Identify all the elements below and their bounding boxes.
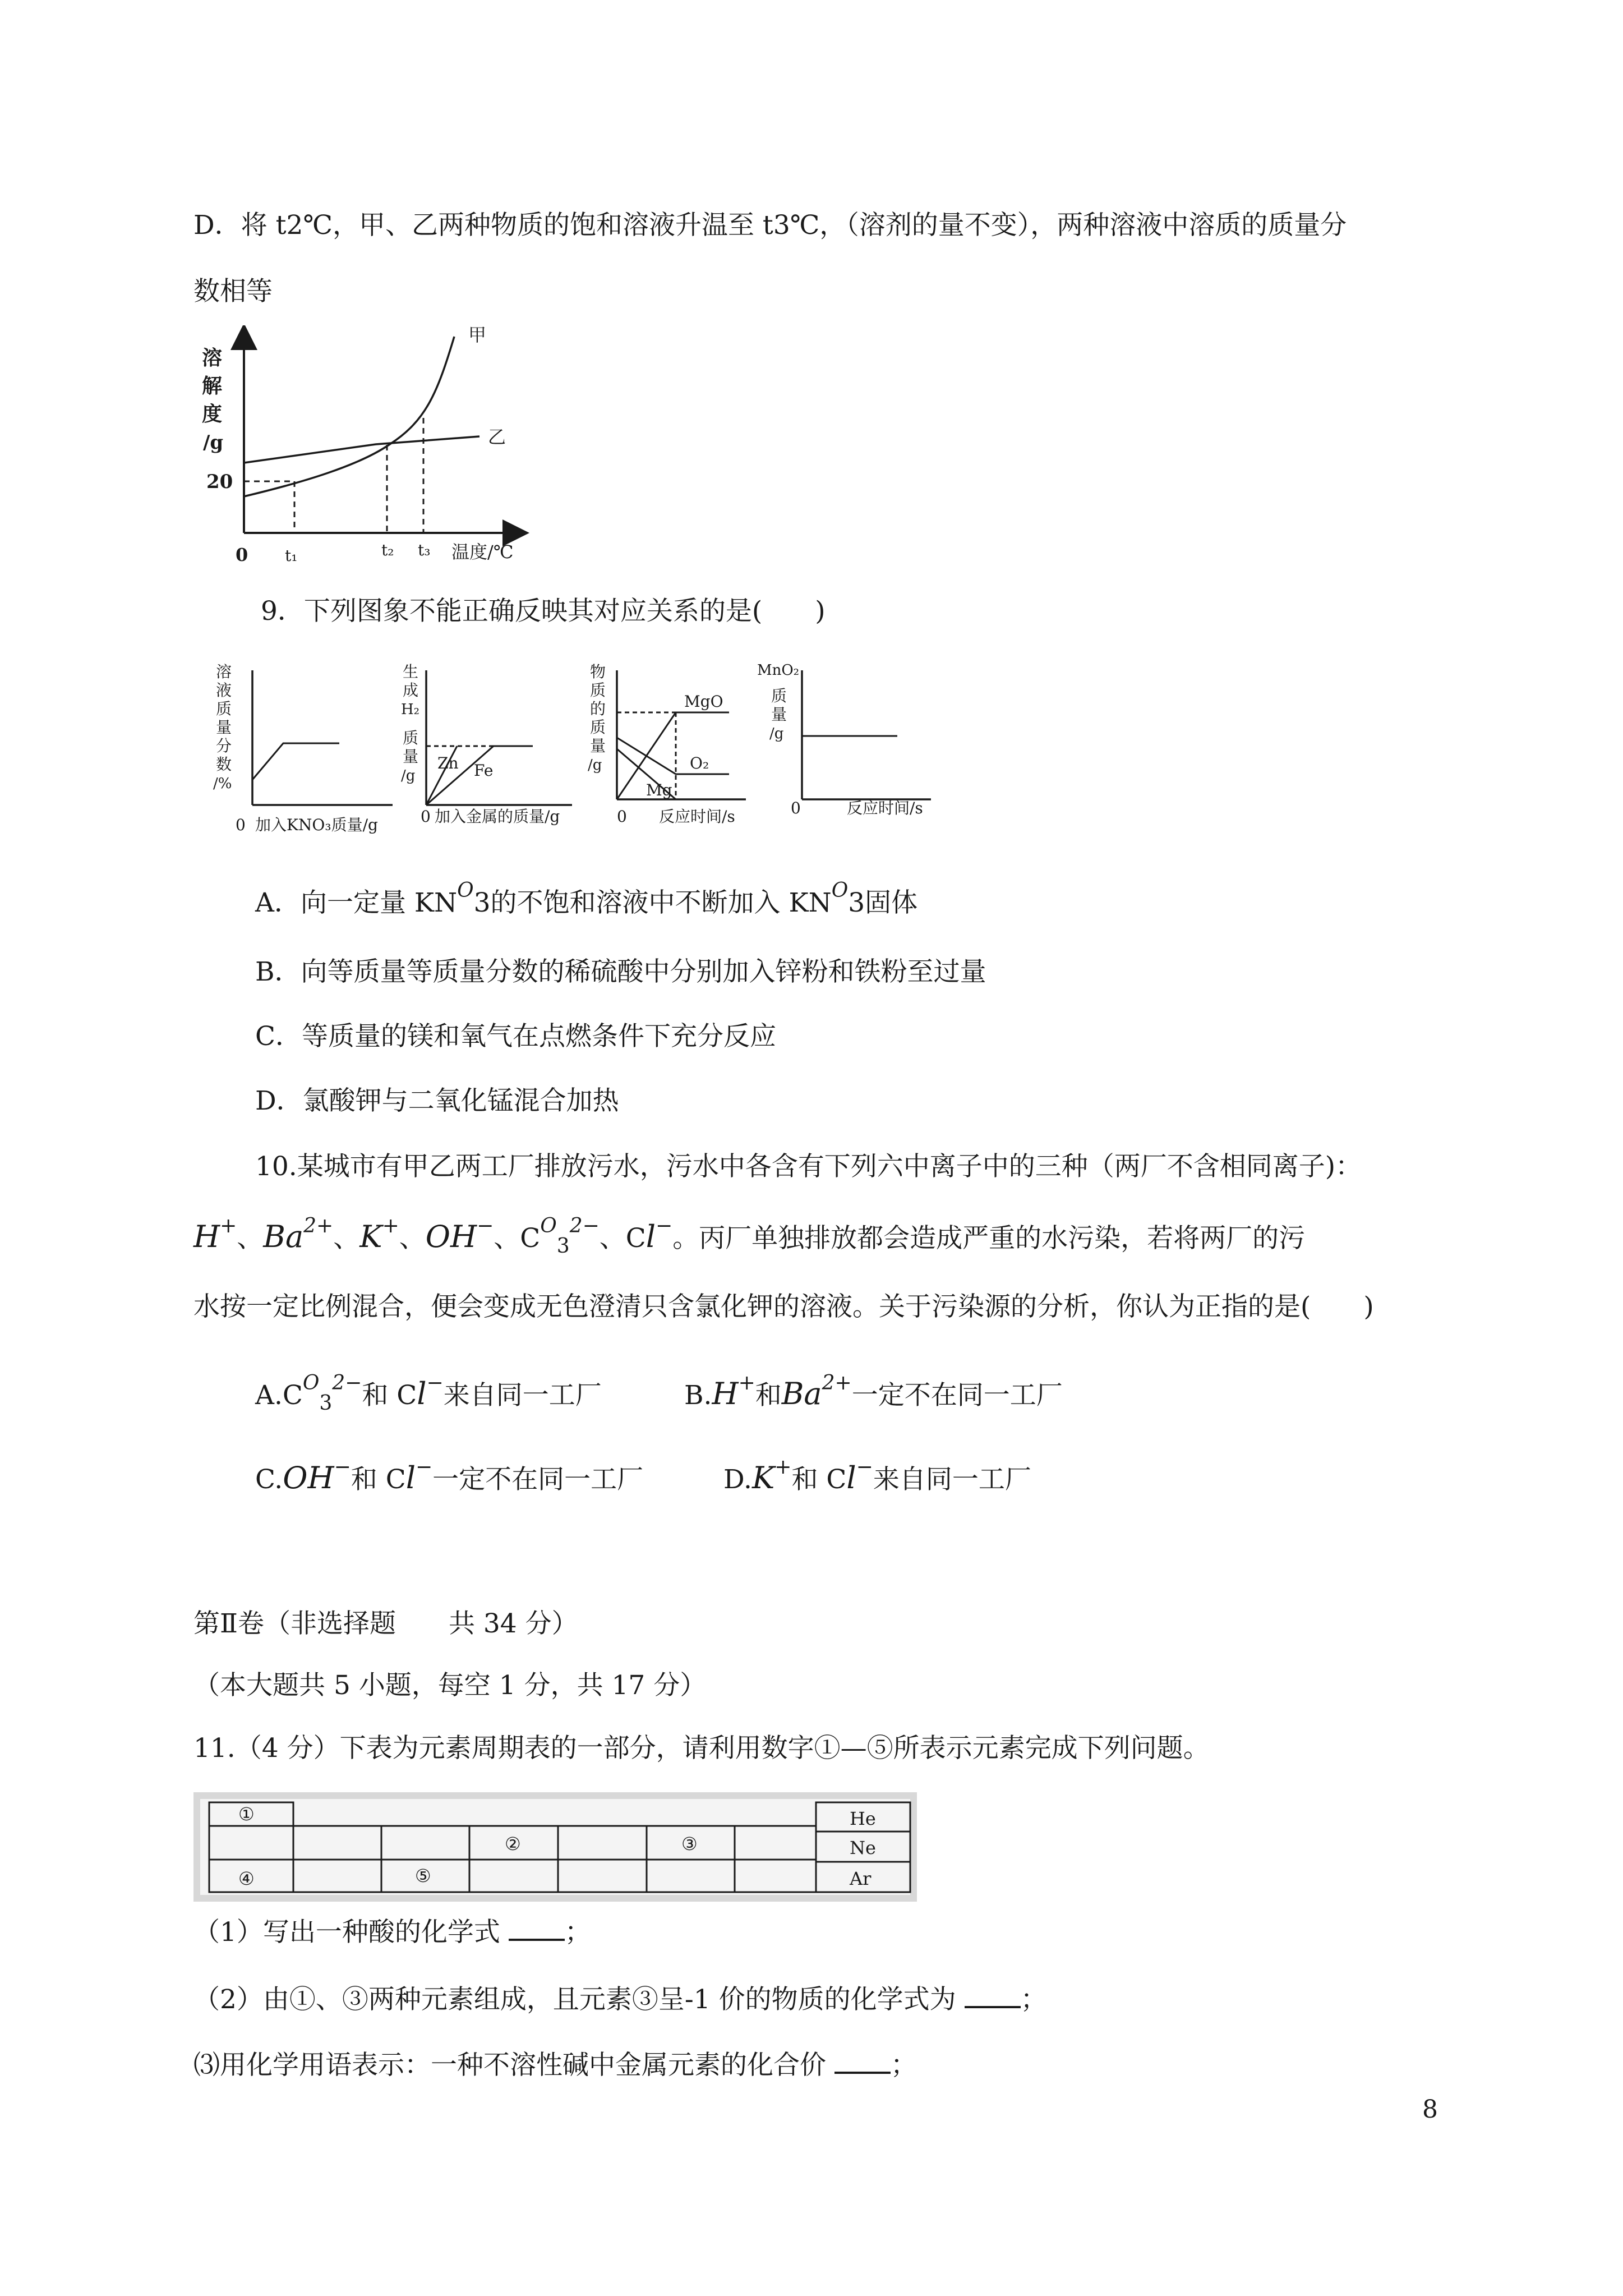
- graph-b-origin: 0: [421, 807, 431, 826]
- q11-sub2-blank[interactable]: [965, 1986, 1021, 2008]
- q10-option-a-mid: 和 C: [362, 1380, 417, 1411]
- q11-sub1-blank[interactable]: [509, 1918, 565, 1941]
- graph-d-xlabel: 反应时间/s: [847, 799, 923, 817]
- q10-option-a-end: 来自同一工厂: [443, 1380, 602, 1411]
- graph-b-ylabel-2: 成: [403, 681, 419, 700]
- q10-option-d: D.K+和 Cl−来自同一工厂: [723, 1456, 1031, 1496]
- t3-label: t₃: [418, 541, 431, 559]
- graph-b-ylabel-3: H₂: [401, 701, 420, 718]
- x-axis-label: 温度/℃: [451, 541, 514, 563]
- q10-option-c: C.OH−和 Cl−一定不在同一工厂: [255, 1456, 644, 1496]
- q11-sub1-text: （1）写出一种酸的化学式: [193, 1917, 500, 1948]
- graph-c-mg: Mg: [646, 781, 672, 799]
- graph-d-ylabel-3: /g: [769, 725, 784, 742]
- q9-option-d: D．氯酸钾与二氧化锰混合加热: [255, 1085, 619, 1116]
- q11-sub3-semi: ；: [890, 2050, 917, 2081]
- q10-option-d-end: 来自同一工厂: [873, 1464, 1031, 1495]
- table-cell-4: ④: [238, 1868, 255, 1889]
- graph-a: [213, 662, 393, 834]
- t2-label: t₂: [381, 541, 394, 559]
- t1-label: t₁: [285, 546, 298, 565]
- graph-c-ylabel-2: 质: [590, 681, 606, 700]
- q10-ions-line: H+、$Ba^{2+}$、K+、OH−、$C^O_3^{2-}$、Cl−。丙厂单独排放都会造成严重的水污染，若将两厂的污: [193, 1214, 1306, 1258]
- y-label-4: /g: [203, 431, 224, 454]
- table-cell-ar: Ar: [850, 1868, 872, 1889]
- graph-b-ylabel-6: /g: [401, 767, 416, 784]
- page-number: 8: [1422, 2095, 1438, 2124]
- table-cell-5: ⑤: [415, 1865, 431, 1887]
- curve-jia-label: 甲: [468, 325, 487, 346]
- graph-d-ylabel-top: MnO₂: [757, 662, 800, 679]
- graph-c-xlabel: 反应时间/s: [659, 807, 735, 826]
- q11-sub3-blank[interactable]: [834, 2051, 891, 2074]
- graph-a-xlabel: 加入KNO₃质量/g: [255, 816, 378, 834]
- origin-label: 0: [236, 544, 248, 565]
- graph-b-ylabel-5: 量: [403, 747, 419, 766]
- q10-option-d-pre: D.: [723, 1464, 752, 1495]
- q10-option-a: $A.C^O_3^{2-}$和 Cl−来自同一工厂: [255, 1372, 602, 1415]
- q10-option-b-end: 一定不在同一工厂: [851, 1380, 1063, 1411]
- q10-option-c-end: 一定不在同一工厂: [432, 1464, 644, 1495]
- graph-c-o2: O₂: [690, 754, 709, 772]
- q10-option-d-mid: 和 C: [791, 1464, 847, 1495]
- graph-c-ylabel-6: /g: [588, 757, 602, 774]
- graph-a-ylabel-1: 溶: [216, 662, 232, 681]
- q9-option-a-mid: 的不饱和溶液中不断加入 KN: [490, 887, 832, 918]
- y-label-1: 溶: [202, 346, 223, 370]
- graph-a-origin: 0: [236, 816, 246, 834]
- graph-b-ylabel-4: 质: [403, 729, 419, 747]
- q9-option-a-o: O: [457, 879, 474, 902]
- graph-b-zn: Zn: [437, 754, 459, 772]
- q10-option-c-pre: C.: [255, 1464, 283, 1495]
- graph-a-ylabel-7: /%: [213, 775, 232, 792]
- graph-a-ylabel-3: 质: [216, 700, 232, 718]
- table-cell-ne: Ne: [850, 1837, 876, 1858]
- q10-option-a-pre: A.C: [255, 1380, 303, 1411]
- part2-title: 第Ⅱ卷（非选择题 共 34 分）: [193, 1608, 578, 1639]
- q10-option-c-mid: 和 C: [351, 1464, 406, 1495]
- q11-sub2: [193, 1983, 1047, 2017]
- graph-a-ylabel-4: 量: [216, 718, 232, 737]
- y-label-3: 度: [202, 402, 223, 426]
- q8-option-d-line1: D．将 t2℃，甲、乙两种物质的饱和溶液升温至 t3℃，（溶剂的量不变），两种溶液中溶质的质量分: [193, 210, 1347, 241]
- graph-c-ylabel-5: 量: [590, 737, 606, 755]
- graph-d-ylabel-2: 量: [771, 705, 787, 724]
- graph-d-ylabel-1: 质: [771, 687, 787, 705]
- graph-b-ylabel-1: 生: [403, 662, 419, 681]
- q9-stem: 9．下列图象不能正确反映其对应关系的是( ): [261, 596, 826, 627]
- periodic-table-fragment: [193, 1792, 917, 1902]
- part2-note: （本大题共 5 小题，每空 1 分，共 17 分）: [193, 1670, 707, 1701]
- graph-c-ylabel-3: 的: [590, 700, 606, 718]
- q10-option-b-mid: 和: [755, 1380, 782, 1411]
- q8-option-d-line2: 数相等: [193, 276, 273, 307]
- q9-option-a-o2: O: [831, 879, 849, 902]
- graph-b-xlabel: 加入金属的质量/g: [435, 807, 560, 826]
- graph-c-origin: 0: [617, 807, 627, 826]
- q9-option-a-end: 固体: [865, 887, 918, 918]
- graph-c-ylabel-1: 物: [590, 662, 606, 681]
- table-cell-he: He: [850, 1808, 876, 1829]
- q9-option-c: C．等质量的镁和氧气在点燃条件下充分反应: [255, 1021, 776, 1052]
- table-cell-3: ③: [681, 1833, 698, 1855]
- graph-a-ylabel-5: 分: [216, 737, 232, 755]
- q9-option-a-3b: 3: [848, 887, 865, 918]
- q10-option-b-pre: B.: [684, 1380, 712, 1411]
- graph-b: [401, 662, 572, 826]
- graph-b-fe: Fe: [474, 761, 494, 780]
- q9-option-b: B．向等质量等质量分数的稀硫酸中分别加入锌粉和铁粉至过量: [255, 956, 986, 987]
- q10-option-b: B.H+和$Ba^{2+}$一定不在同一工厂: [684, 1372, 1063, 1411]
- q11-stem: 11.（4 分）下表为元素周期表的一部分，请利用数字①—⑤所表示元素完成下列问题。: [193, 1733, 1210, 1764]
- solubility-graph: [191, 325, 550, 572]
- graph-a-ylabel-2: 液: [216, 681, 232, 700]
- q11-sub1: [193, 1916, 591, 1949]
- q9-graphs: [191, 659, 965, 844]
- curve-yi-label: 乙: [488, 426, 506, 448]
- graph-d-origin: 0: [791, 799, 801, 817]
- q11-sub3: [193, 2049, 917, 2082]
- q9-option-a: [255, 879, 918, 922]
- y-tick-20: 20: [206, 471, 233, 493]
- q9-option-a-pre: A．向一定量 KN: [255, 887, 458, 918]
- q11-sub2-semi: ；: [1020, 1984, 1047, 2015]
- q11-sub2-text: （2）由①、③两种元素组成，且元素③呈-1 价的物质的化学式为: [193, 1984, 956, 2015]
- q9-option-a-3: 3: [473, 887, 491, 918]
- q10-ions-text: 。丙厂单独排放都会造成严重的水污染，若将两厂的污: [672, 1223, 1306, 1254]
- y-label-2: 解: [202, 374, 223, 398]
- table-cell-1: ①: [238, 1803, 255, 1825]
- q10-stem: 10.某城市有甲乙两工厂排放污水，污水中各含有下列六中离子中的三种（两厂不含相同离子)：: [255, 1151, 1362, 1182]
- graph-d: [757, 662, 931, 817]
- graph-a-ylabel-6: 数: [216, 755, 232, 774]
- graph-c-ylabel-4: 质: [590, 718, 606, 737]
- q10-line3: 水按一定比例混合，便会变成无色澄清只含氯化钾的溶液。关于污染源的分析，你认为正指的是( ): [193, 1291, 1374, 1322]
- graph-c-mgo: MgO: [684, 692, 723, 711]
- graph-c: [588, 662, 746, 826]
- q11-sub3-text: ⑶用化学用语表示：一种不溶性碱中金属元素的化合价: [193, 2050, 826, 2081]
- q11-sub1-semi: ；: [564, 1917, 591, 1948]
- table-cell-2: ②: [505, 1833, 521, 1855]
